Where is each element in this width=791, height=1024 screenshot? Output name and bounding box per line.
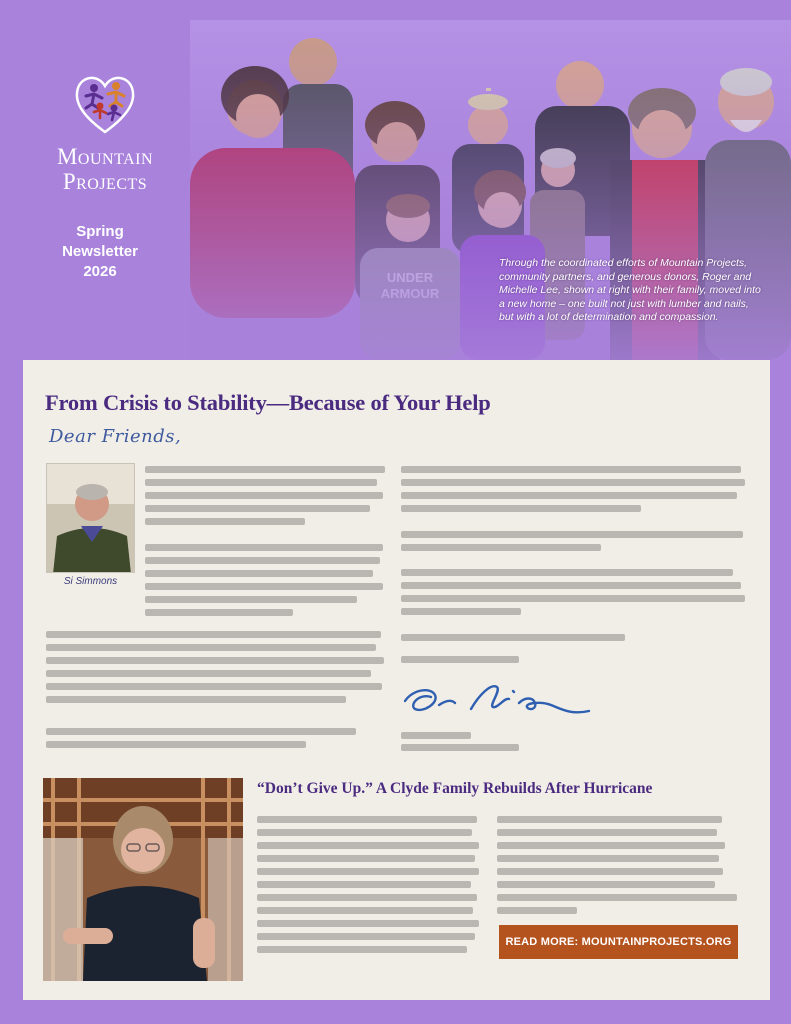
heart-people-logo-icon (70, 68, 140, 138)
brand-name-line2: Projects (62, 169, 148, 194)
letter-salutation: Dear Friends, (49, 426, 182, 447)
story-title: “Don’t Give Up.” A Clyde Family Rebuilds After Hurricane (257, 780, 653, 797)
author-name: Si Simmons (63, 576, 118, 587)
content-panel (23, 360, 770, 1000)
brand-logo[interactable] (30, 68, 180, 194)
issue-type: Newsletter (62, 243, 138, 260)
header-photo-caption: Through the coordinated efforts of Mountain Projects, community partners, and generous donors, Roger and Michelle Lee, shown at right with their family, moved into a new home – one built not just with lumber and nails, but with a lot of determination and compassion. (499, 257, 761, 323)
author-portrait (46, 463, 135, 573)
issue-label (50, 222, 150, 282)
read-more-button[interactable]: READ MORE: MOUNTAINPROJECTS.ORG (499, 925, 738, 959)
letter-title: From Crisis to Stability—Because of Your Help (45, 390, 491, 415)
brand-name-line1: Mountain (56, 144, 154, 169)
issue-season: Spring (76, 223, 124, 240)
issue-year: 2026 (83, 263, 117, 280)
newsletter-header (0, 0, 791, 360)
story-photo (43, 778, 243, 981)
signature-image (401, 675, 601, 723)
